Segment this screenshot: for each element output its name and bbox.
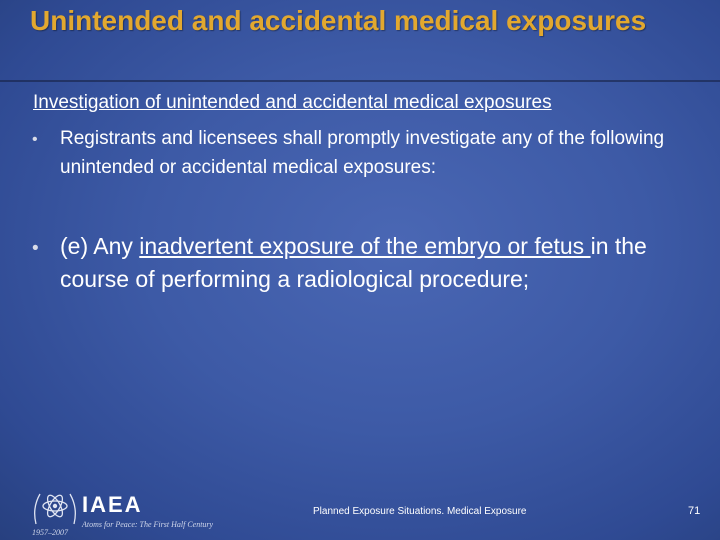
- bullet-icon: •: [32, 238, 39, 259]
- page-number: 71: [688, 505, 701, 517]
- iaea-logo-text: IAEA: [82, 492, 143, 517]
- bullet-1: [32, 124, 700, 182]
- bullet-icon: •: [32, 131, 38, 148]
- footer-text: Planned Exposure Situations. Medical Exposure: [313, 506, 527, 517]
- title-divider: [0, 80, 720, 82]
- slide-title: Unintended and accidental medical exposures: [30, 5, 647, 36]
- bullet-2-prefix: (e) Any: [60, 233, 140, 259]
- bullet-2-suffix: in the course of performing a radiological procedure;: [60, 233, 647, 292]
- bullet-2-underlined: inadvertent exposure of the embryo or fetus: [139, 233, 591, 259]
- bullet-1-text: Registrants and licensees shall promptly investigate any of the following unintended or accidental medical exposures:: [60, 128, 665, 178]
- iaea-emblem-icon: [30, 484, 80, 530]
- slide-subtitle: Investigation of unintended and accidental medical exposures: [33, 92, 552, 113]
- iaea-logo: [30, 484, 220, 540]
- iaea-years: 1957–2007: [32, 528, 68, 537]
- iaea-tagline: Atoms for Peace: The First Half Century: [82, 520, 214, 529]
- bullet-2: [32, 230, 680, 296]
